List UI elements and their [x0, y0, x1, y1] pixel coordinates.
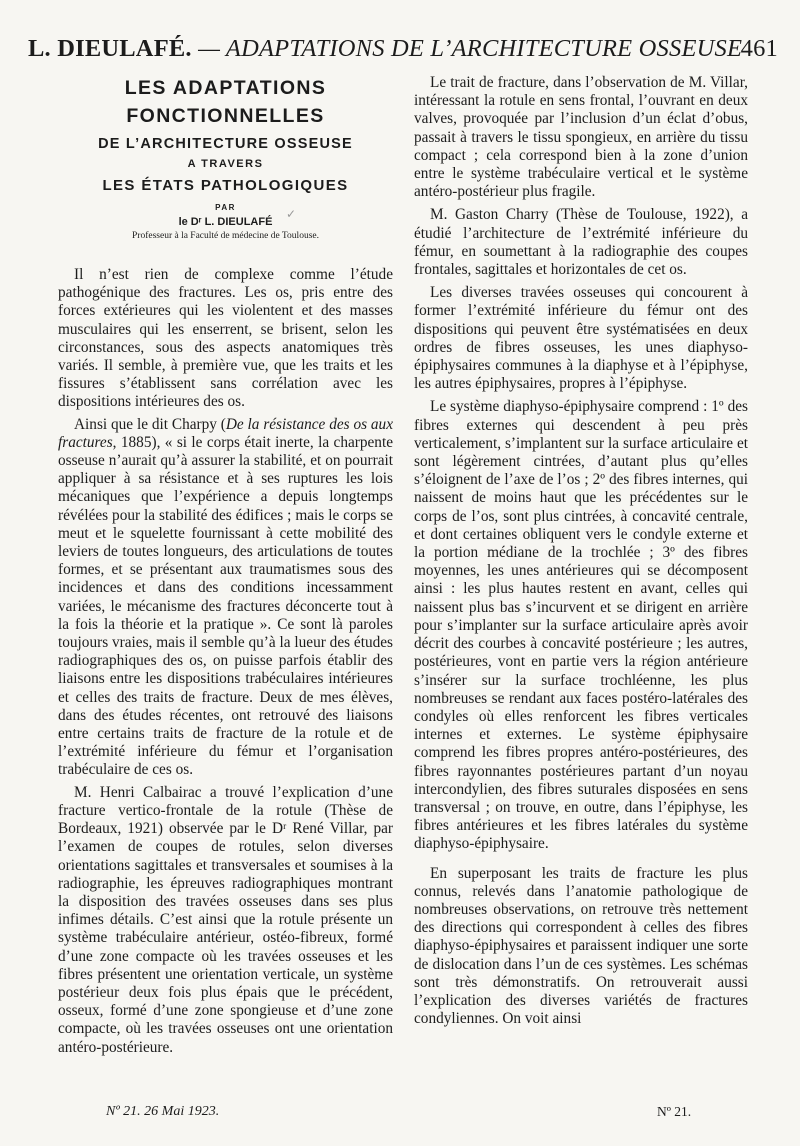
right-paragraph-5: En superposant les traits de fracture les plus connus, relevés dans l’anatomie pathologique de nombreuses observations, on retrouve très nettement des directions qui correspondent à celles des fibres diaphyso-épiphysaires et paraissent indiquer une sorte de dislocation dans l’un de ces systèmes. Les schémas sont très démonstratifs. On retrouverait aussi l’explication des diverses variétés de fractures condyliennes. On voit ainsi [414, 864, 748, 1028]
byline-affiliation: Professeur à la Faculté de médecine de Toulouse. [132, 231, 319, 241]
right-body [414, 74, 748, 1028]
left-column [58, 74, 393, 1057]
left-paragraph-1: Il n’est rien de complexe comme l’étude pathogénique des fractures. Les os, pris entre des forces extérieures qui les violentent et des masses musculaires qui les enserrent, se brisent, selon les circonstances, sous des aspects anatomiques très variés. Il semble, à première vue, que les traits et les fissures s’établissent sans corrélation avec les dispositions intérieures des os. [58, 266, 393, 411]
header-title: — ADAPTATIONS DE L’ARCHITECTURE OSSEUSE [198, 35, 743, 62]
article-title-line5: LES ÉTATS PATHOLOGIQUES [102, 177, 349, 194]
right-column [414, 74, 748, 1028]
footer-number: Nº 21. [657, 1104, 692, 1119]
article-title-line3: DE L’ARCHITECTURE OSSEUSE [98, 136, 353, 152]
running-head [28, 34, 778, 64]
left-paragraph-2 [58, 416, 393, 780]
left-paragraph-2b: , 1885), « si le corps était inerte, la charpente osseuse n’aurait qu’à assurer la stabilité, et on pourrait appliquer à sa résistance et à ses ruptures les lois mécaniques que l’expérience a depuis longtemps révélées pour la stabilité des édifices ; mais le corps se meut et le squelette fournissant à cette mobilité des leviers de toutes longueurs, des articulations de toutes formes, et se présentant aux traumatismes sous des incidences et dans des conditions incessamment variées, le mécanisme des fractures déconcerte tout à la fois la théorie et la pratique ». Ce sont là paroles toujours vraies, mais il semble qu’à la lueur des études radiographiques des os, on puisse parfois établir des liaisons entre les dispositions trabéculaires intérieures et celles des traits de fracture. Deux de mes élèves, dans des études récentes, ont retrouvé des liaisons entre certains traits de fracture de la rotule et de l’extrémité inférieure du fémur et l’organisation trabéculaire de ces os. [58, 433, 393, 779]
right-paragraph-2: M. Gaston Charry (Thèse de Toulouse, 1922), a étudié l’architecture de l’extrémité inférieure du fémur, en soumettant à la radiographie des coupes frontales, sagittales et horizontales de cet os. [414, 206, 748, 279]
article-title-line1: LES ADAPTATIONS [124, 77, 327, 99]
byline-author: le Dʳ L. DIEULAFÉ [178, 216, 273, 228]
right-paragraph-4: Le système diaphyso-épiphysaire comprend : 1º des fibres externes qui descendent à peu près verticalement, s’implantent sur la surface articulaire et sont légèrement cintrées, d’autant plus qu’elles s’éloignent de l’axe de l’os ; 2º des fibres internes, qui naissent de moins haut que les précédentes sur le corps de l’os, sont plus cintrées, à concavité centrale, et dont certaines obliquent vers le condyle externe et la portion médiane de la trochlée ; 3º des fibres moyennes, les unes antérieures qui se décomposent ainsi : les plus hautes restent en avant, celles qui naissent plus bas s’incurvent et se dirigent en arrière pour s’implanter sur la surface articulaire après avoir décrit des courbes à concavité postérieure ; les autres, postérieures, vont en partie vers la région antérieure s’insérer sur la surface trochléenne, les plus nombreuses se rendant aux faces postéro-latérales des condyles où elles renforcent les fibres verticales internes et externes. Le système épiphysaire comprend les fibres propres antéro-postérieures, des fibres rayonnantes postérieures partant d’un noyau intercondylien, des fibres suturales disposées en sens transversal ; on trouve, en outre, dans l’épiphyse, les fibres antérieures et les fibres latérales du système diaphyso-épiphysaire. [414, 398, 748, 853]
right-paragraph-3: Les diverses travées osseuses qui concourent à former l’extrémité inférieure du fémur ont des dispositions qui peuvent être systématisées en deux ordres de fibres osseuses, les unes diaphyso-épiphysaires communes à la diaphyse et à l’épiphyse, les autres épiphysaires, propres à l’épiphyse. [414, 284, 748, 393]
footer-issue: Nº 21. 26 Mai 1923. [106, 1104, 220, 1119]
byline-par: PAR [215, 203, 236, 212]
header-author: L. DIEULAFÉ. [28, 35, 192, 62]
right-paragraph-1: Le trait de fracture, dans l’observation de M. Villar, intéressant la rotule en sens frontal, l’ouvrant en deux valves, provoquée par l’inclusion d’un éclat d’obus, passait à travers le tissu spongieux, en arrière du tissu compact ; cela correspond bien à la zone d’union entre le système trabéculaire vertical et le système antéro-postérieur plus fragile. [414, 74, 748, 201]
pencil-check-icon: ✓ [286, 207, 297, 221]
page-number: 461 [740, 35, 778, 62]
article-title-line2: FONCTIONNELLES [126, 105, 325, 127]
left-paragraph-2a: Ainsi que le dit Charpy ( [74, 415, 226, 433]
article-title-line4: A TRAVERS [187, 158, 264, 170]
left-body [58, 266, 393, 1057]
left-paragraph-3: M. Henri Calbairac a trouvé l’explication d’une fracture vertico-frontale de la rotule (Thèse de Bordeaux, 1921) observée par le Dʳ René Villar, par l’examen de coupes de rotules, selon diverses orientations sagittales et transversales et soumises à la radiographie, les épreuves radiographiques montrant la disposition des travées osseuses dans ses plus infimes détails. C’est ainsi que la rotule présente un système trabéculaire antérieur, ostéo-fibreux, formé d’une zone compacte où les travées osseuses et les fibres présentent une orientation verticale, un système postérieur deux fois plus épais que le précédent, osseux, formé d’une zone spongieuse et d’une zone compacte, où les travées osseuses ont une orientation antéro-postérieure. [58, 783, 393, 1056]
cited-title: De la résistance des os aux fractures [58, 415, 393, 451]
